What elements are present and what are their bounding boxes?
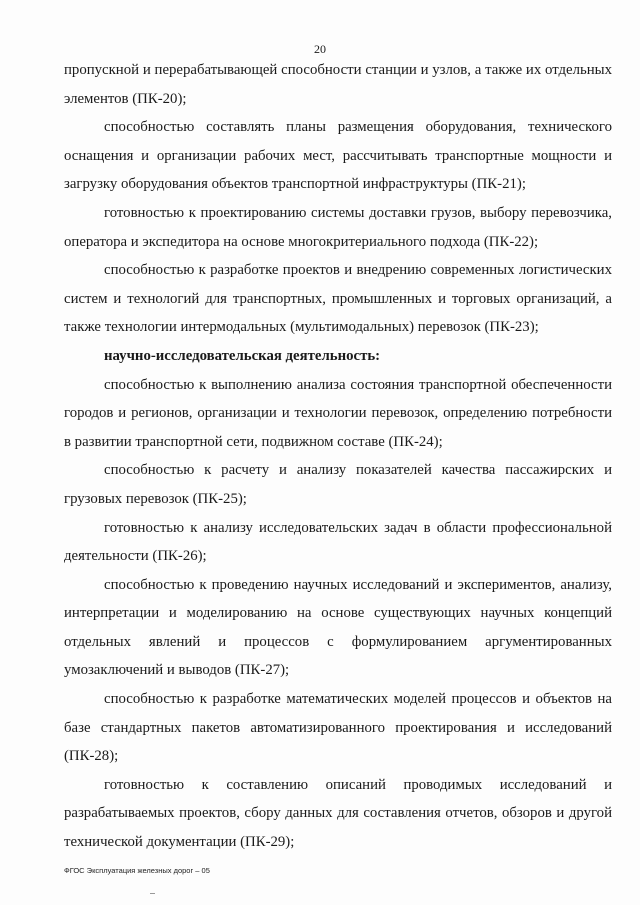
paragraph-pk24: способностью к выполнению анализа состояния транспортной обеспеченности городов и регионов, организации и технологии перевозок, определению потребности в развитии транспортной сети, подвижном составе (ПК-24); [64,376,612,450]
document-body [64,56,612,857]
paragraph-pk26: готовностью к анализу исследовательских задач в области профессиональной деятельности (ПК-26); [64,519,612,565]
paragraph-pk28: способностью к разработке математических моделей процессов и объектов на базе стандартных пакетов автоматизированного проектирования и исследований (ПК-28); [64,691,612,765]
paragraph-pk29: готовностью к составлению описаний проводимых исследований и разрабатываемых проектов, сбору данных для составления отчетов, обзоров и другой технической документации (ПК-29); [64,776,612,851]
paragraph-pk27: способностью к проведению научных исследований и экспериментов, анализу, интерпретации и моделированию на основе существующих научных концепций отдельных явлений и процессов с формулированием аргументированных умозаключений и выводов (ПК-27); [64,576,612,679]
scan-speck [150,893,155,894]
page-number: 20 [314,42,326,56]
section-heading-research: научно-исследовательская деятельность: [104,347,381,364]
paragraph-pk21: способностью составлять планы размещения оборудования, технического оснащения и организации рабочих мест, рассчитывать транспортные мощности и загрузку оборудования объектов транспортной инфраструктуры (ПК-21); [64,119,612,193]
paragraph-pk22: готовностью к проектированию системы доставки грузов, выбору перевозчика, оператора и экспедитора на основе многокритериального подхода (ПК-22); [64,204,612,250]
page-footer: ФГОС Эксплуатация железных дорог – 05 [64,866,210,875]
paragraph-pk23: способностью к разработке проектов и внедрению современных логистических систем и технологий для транспортных, промышленных и торговых организаций, а также технологии интермодальных (мультимодальных) перевозок (ПК-23); [64,262,612,336]
paragraph-pk20-continuation: пропускной и перерабатывающей способности станции и узлов, а также их отдельных элементов (ПК-20); [64,62,612,107]
paragraph-pk25: способностью к расчету и анализу показателей качества пассажирских и грузовых перевозок (ПК-25); [64,462,612,507]
